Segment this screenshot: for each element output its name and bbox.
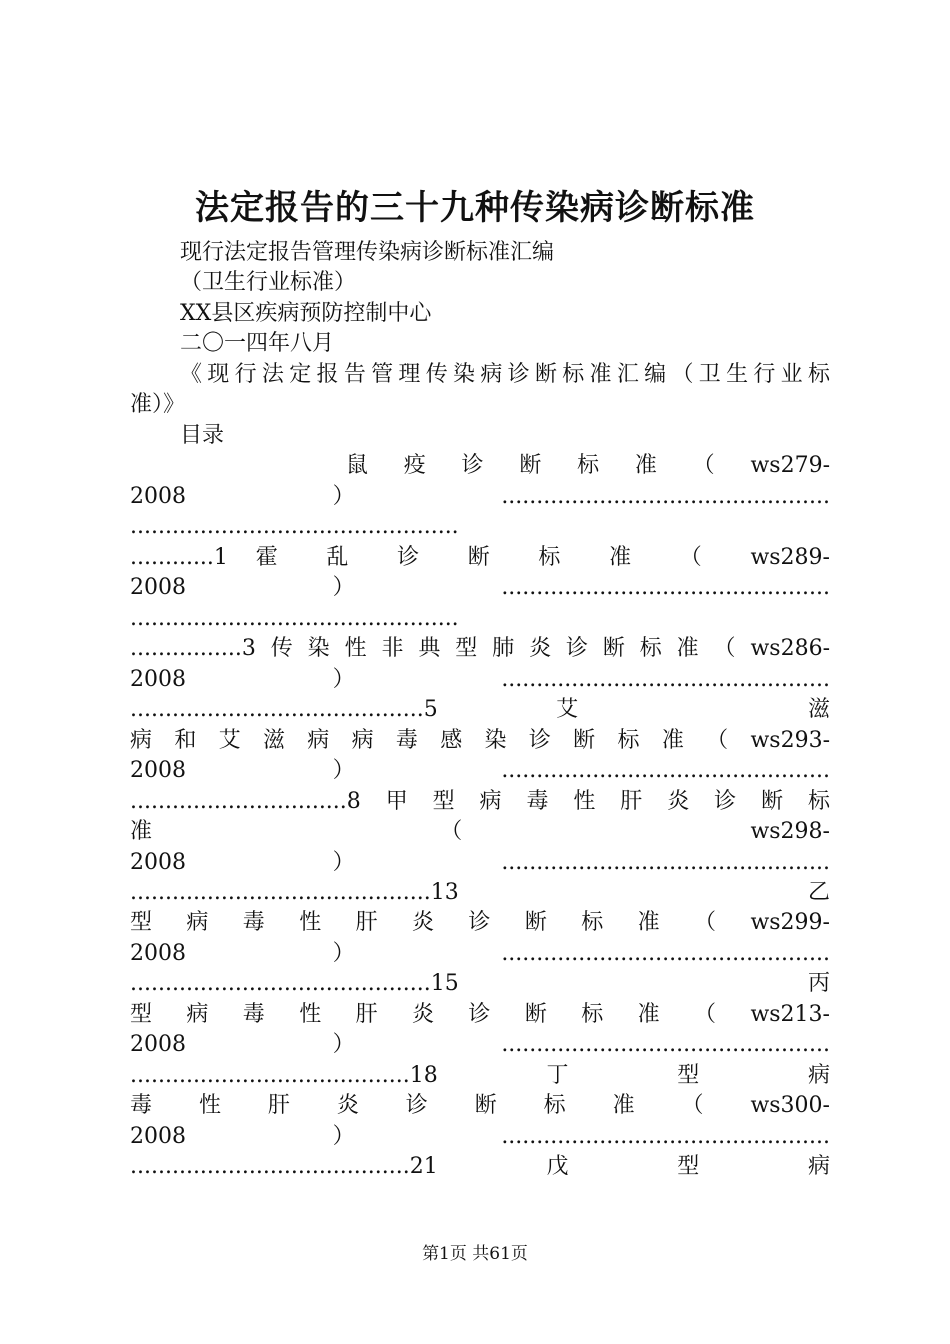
toc-line: 2008）............................................... [130,667,830,692]
toc-line: 2008）............................................... [130,941,830,966]
toc-line: ................3传染性非典型肺炎诊断标准（ws286- [130,636,830,661]
toc-line: 2008）............................................... [130,575,830,600]
intro-line-6: 准）》 [130,392,186,417]
toc-line: 2008）............................................... [130,1032,830,1057]
toc-line: ...............................8甲型病毒性肝炎诊断标 [130,789,830,814]
toc-line: ........................................21戊型病 [130,1154,830,1179]
intro-line-2: （卫生行业标准） [180,270,357,295]
intro-line-4: 二〇一四年八月 [180,331,335,356]
intro-line-3: XX县区疾病预防控制中心 [180,301,432,326]
toc-line: ...........................................13 乙 [130,880,830,905]
toc-line: ............1 霍 乱 诊 断 标 准 （ ws289- [130,545,830,570]
toc-line: 型 病 毒 性 肝 炎 诊 断 标 准 （ ws213- [130,1002,830,1027]
toc-line: ............................................... [130,606,459,631]
document-title: 法定报告的三十九种传染病诊断标准 [195,188,755,228]
page-footer: 第1页 共61页 [422,1244,528,1264]
toc-line: 病 和 艾 滋 病 病 毒 感 染 诊 断 标 准 （ ws293- [130,728,830,753]
toc-line: ........................................18丁型病 [130,1063,830,1088]
intro-line-1: 现行法定报告管理传染病诊断标准汇编 [180,240,555,265]
intro-line-5: 《现行法定报告管理传染病诊断标准汇编（卫生行业标 [180,362,830,387]
toc-line: 2008）............................................... [130,758,830,783]
toc-line: 鼠 疫 诊 断 标 准 （ ws279- [346,453,830,478]
toc-heading: 目录 [180,423,225,448]
toc-line: ...........................................15 丙 [130,971,830,996]
toc-line: 2008）............................................... [130,484,830,509]
toc-line: ..........................................5 艾 滋 [130,697,830,722]
toc-line: 2008）............................................... [130,1124,830,1149]
toc-line: 型 病 毒 性 肝 炎 诊 断 标 准 （ ws299- [130,910,830,935]
toc-line: ............................................... [130,514,459,539]
toc-line: 准 （ ws298- [130,819,830,844]
toc-line: 2008）............................................... [130,850,830,875]
toc-line: 毒 性 肝 炎 诊 断 标 准 （ ws300- [130,1093,830,1118]
